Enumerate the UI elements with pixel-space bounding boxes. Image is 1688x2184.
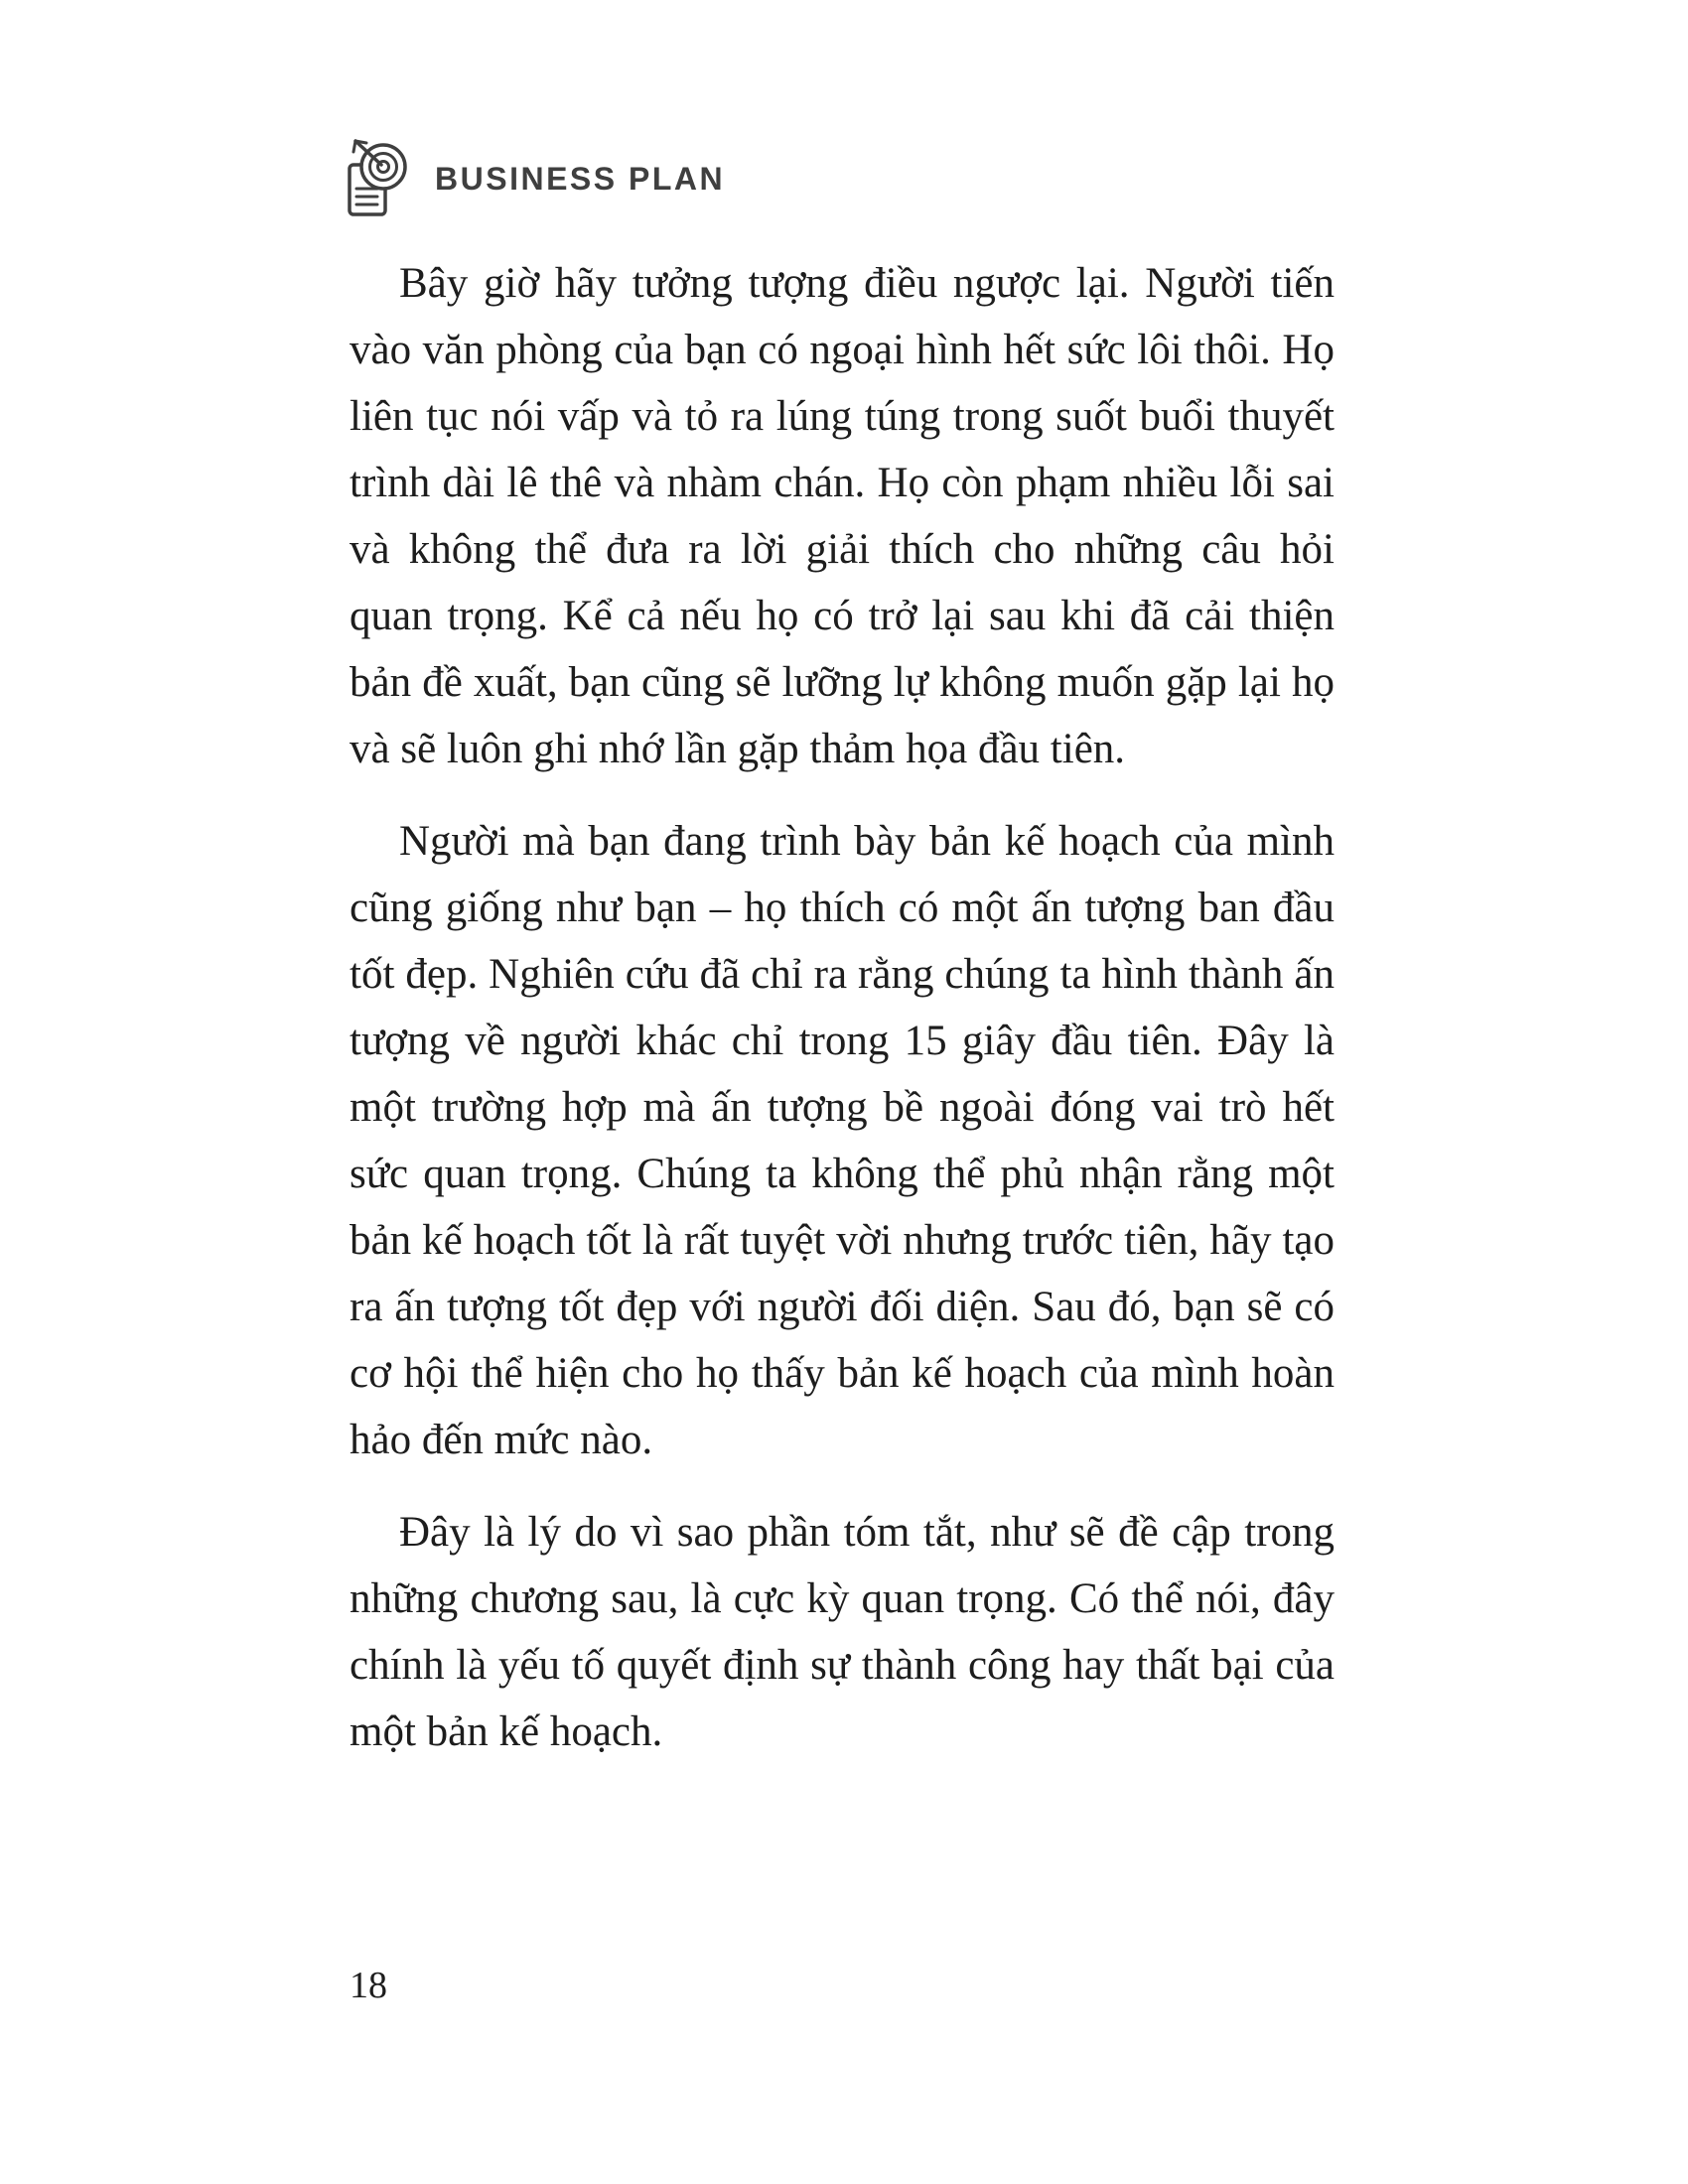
page-body (350, 250, 1335, 1791)
target-dart-document-icon (336, 137, 415, 220)
paragraph-1: Bây giờ hãy tưởng tượng điều ngược lại. Người tiến vào văn phòng của bạn có ngoại hình hết sức lôi thôi. Họ liên tục nói vấp và tỏ ra lúng túng trong suốt buổi thuyết trình dài lê thê và nhàm chán. Họ còn phạm nhiều lỗi sai và không thể đưa ra lời giải thích cho những câu hỏi quan trọng. Kể cả nếu họ có trở lại sau khi đã cải thiện bản đề xuất, bạn cũng sẽ lưỡng lự không muốn gặp lại họ và sẽ luôn ghi nhớ lần gặp thảm họa đầu tiên. (350, 260, 1335, 772)
paragraph-2: Người mà bạn đang trình bày bản kế hoạch của mình cũng giống như bạn – họ thích có một ấn tượng ban đầu tốt đẹp. Nghiên cứu đã chỉ ra rằng chúng ta hình thành ấn tượng về người khác chỉ trong 15 giây đầu tiên. Đây là một trường hợp mà ấn tượng bề ngoài đóng vai trò hết sức quan trọng. Chúng ta không thể phủ nhận rằng một bản kế hoạch tốt là rất tuyệt vời nhưng trước tiên, hãy tạo ra ấn tượng tốt đẹp với người đối diện. Sau đó, bạn sẽ có cơ hội thể hiện cho họ thấy bản kế hoạch của mình hoàn hảo đến mức nào. (350, 818, 1335, 1463)
paragraph-3: Đây là lý do vì sao phần tóm tắt, như sẽ đề cập trong những chương sau, là cực kỳ quan trọng. Có thể nói, đây chính là yếu tố quyết định sự thành công hay thất bại của một bản kế hoạch. (350, 1509, 1335, 1755)
page-header-title: BUSINESS PLAN (435, 160, 726, 197)
page-number: 18 (350, 1965, 387, 2006)
page-header (336, 137, 725, 220)
